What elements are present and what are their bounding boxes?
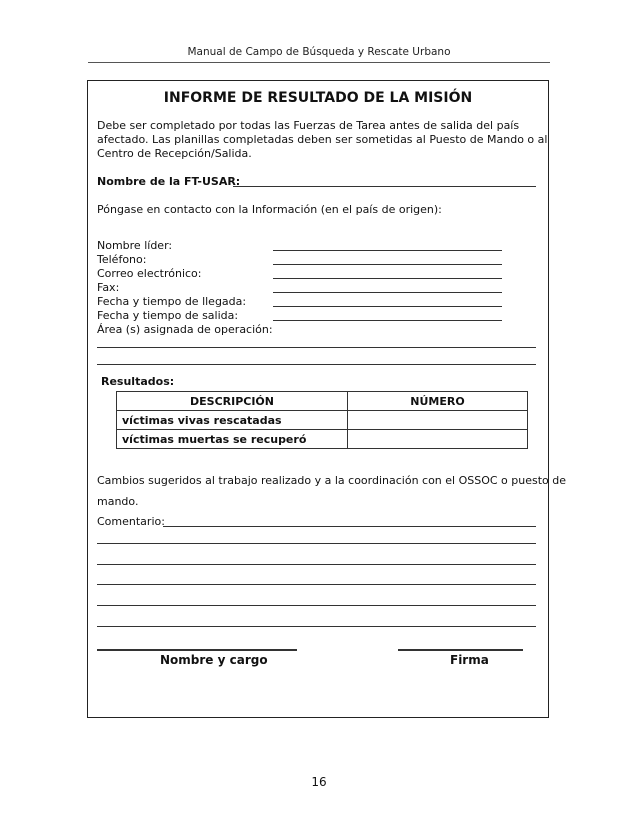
- intro-line-1: Debe ser completado por todas las Fuerzas de Tarea antes de salida del país: [97, 119, 520, 132]
- comment-line-5[interactable]: [97, 626, 536, 627]
- team-name-label: Nombre de la FT-USAR:: [97, 175, 241, 188]
- contact-intro: Póngase en contacto con la Información (en el país de origen):: [97, 203, 442, 216]
- changes-line-2: mando.: [97, 495, 139, 508]
- field-leader-name: Nombre líder:: [97, 239, 173, 252]
- comment-line-0[interactable]: [163, 526, 536, 527]
- team-name-line[interactable]: [233, 186, 536, 187]
- table-row: [117, 411, 528, 430]
- sign-signature-line[interactable]: [398, 649, 523, 651]
- signature-label: Firma: [450, 653, 489, 667]
- name-signature-line[interactable]: [97, 649, 297, 651]
- phone-line[interactable]: [273, 264, 502, 265]
- comment-label: Comentario:: [97, 515, 165, 528]
- area-line-2[interactable]: [97, 364, 536, 365]
- page-number: 16: [311, 775, 327, 789]
- field-departure: Fecha y tiempo de salida:: [97, 309, 239, 322]
- row-number-cell[interactable]: [348, 411, 528, 430]
- name-and-role-label: Nombre y cargo: [160, 653, 268, 667]
- comment-line-2[interactable]: [97, 564, 536, 565]
- comment-line-1[interactable]: [97, 543, 536, 544]
- results-table: [116, 391, 528, 449]
- fax-line[interactable]: [273, 292, 502, 293]
- row-number-cell[interactable]: [348, 430, 528, 449]
- changes-line-1: Cambios sugeridos al trabajo realizado y a la coordinación con el OSSOC o puesto de: [97, 474, 567, 487]
- form-title: INFORME DE RESULTADO DE LA MISIÓN: [163, 90, 473, 106]
- header-description: DESCRIPCIÓN: [117, 392, 348, 411]
- arrival-line[interactable]: [273, 306, 502, 307]
- intro-line-3: Centro de Recepción/Salida.: [97, 147, 252, 160]
- email-line[interactable]: [273, 278, 502, 279]
- table-row: [117, 430, 528, 449]
- area-line-1[interactable]: [97, 347, 536, 348]
- header-rule: [88, 62, 550, 63]
- results-label: Resultados:: [101, 375, 175, 388]
- comment-line-3[interactable]: [97, 584, 536, 585]
- leader-name-line[interactable]: [273, 250, 502, 251]
- field-phone: Teléfono:: [97, 253, 147, 266]
- field-fax: Fax:: [97, 281, 120, 294]
- departure-line[interactable]: [273, 320, 502, 321]
- table-header-row: [117, 392, 528, 411]
- running-header: Manual de Campo de Búsqueda y Rescate Urbano: [187, 46, 451, 58]
- intro-line-2: afectado. Las planillas completadas deben ser sometidas al Puesto de Mando o al: [97, 133, 548, 146]
- field-assigned-area: Área (s) asignada de operación:: [97, 323, 273, 336]
- field-email: Correo electrónico:: [97, 267, 202, 280]
- row-description: víctimas muertas se recuperó: [117, 430, 348, 449]
- row-description: víctimas vivas rescatadas: [117, 411, 348, 430]
- header-number: NÚMERO: [348, 392, 528, 411]
- comment-line-4[interactable]: [97, 605, 536, 606]
- field-arrival: Fecha y tiempo de llegada:: [97, 295, 247, 308]
